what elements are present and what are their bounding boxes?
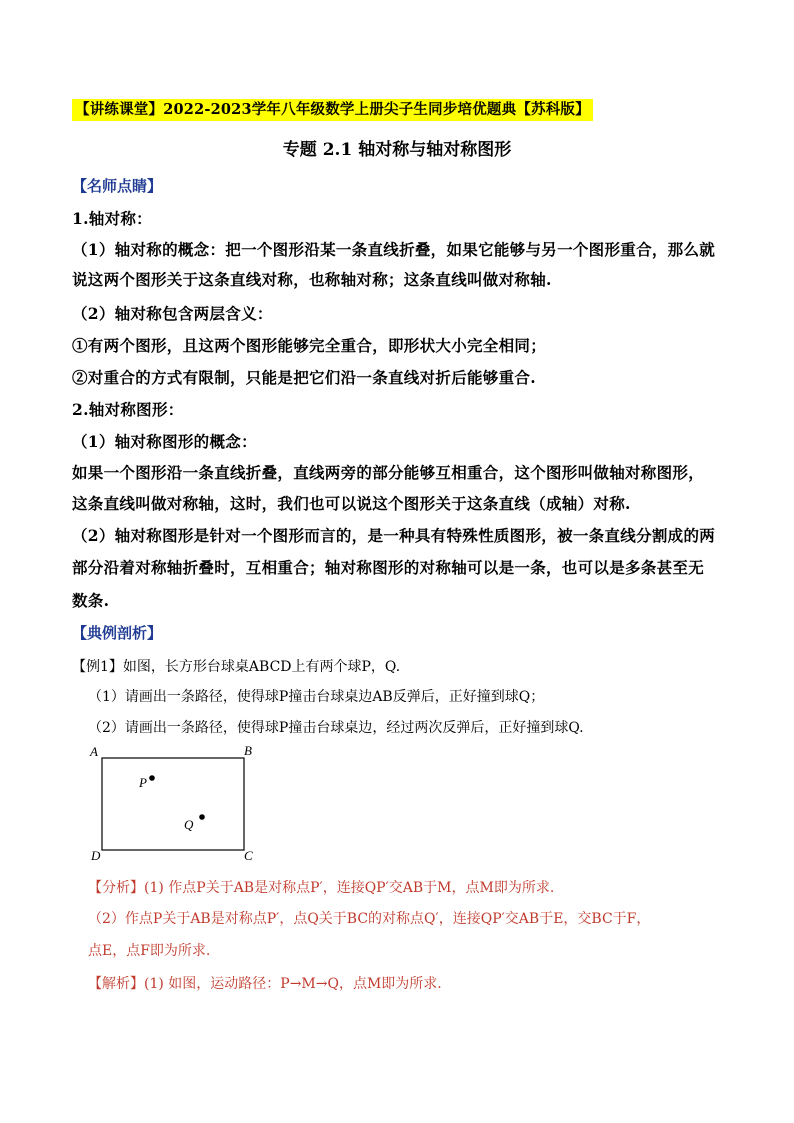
section-header-key-points: 【名师点睛】 — [72, 177, 163, 195]
billiard-table-figure — [88, 743, 263, 865]
paragraph-line: （2）轴对称包含两层含义： — [72, 304, 273, 323]
paragraph-line: 说这两个图形关于这条直线对称，也称轴对称；这条直线叫做对称轴. — [72, 270, 552, 289]
solution-line: 【解析】(1) 如图，运动路径：P→M→Q，点M即为所求. — [88, 976, 442, 992]
label-d: D — [91, 848, 101, 863]
section-header-examples: 【典例剖析】 — [72, 624, 163, 642]
paragraph-line: 这条直线叫做对称轴，这时，我们也可以说这个图形关于这条直线（成轴）对称. — [72, 494, 631, 513]
label-a: A — [90, 744, 98, 759]
question-2: （2）请画出一条路径，使得球P撞击台球桌边，经过两次反弹后，正好撞到球Q. — [88, 720, 584, 736]
paragraph-line: ①有两个图形，且这两个图形能够完全重合，即形状大小完全相同； — [72, 336, 547, 355]
analysis-line: 点E，点F即为所求. — [88, 943, 211, 959]
paragraph-line: （1）轴对称的概念：把一个图形沿某一条直线折叠，如果它能够与另一个图形重合，那么就 — [72, 240, 716, 259]
label-q: Q — [184, 817, 194, 832]
label-b: B — [244, 743, 252, 758]
document-banner: 【讲练课堂】2022-2023学年八年级数学上册尖子生同步培优题典【苏科版】 — [72, 99, 593, 121]
analysis-line: 【分析】(1) 作点P关于AB是对称点P′，连接QP′交AB于M，点M即为所求. — [88, 880, 555, 896]
page-title: 专题 2.1 轴对称与轴对称图形 — [282, 140, 512, 160]
paragraph-line: 数条. — [72, 591, 110, 610]
analysis-line: （2）作点P关于AB是对称点P′，点Q关于BC的对称点Q′，连接QP′交AB于E，交BC于F， — [88, 911, 651, 927]
paragraph-line: （2）轴对称图形是针对一个图形而言的，是一种具有特殊性质图形，被一条直线分割成的两 — [72, 526, 716, 545]
question-1: （1）请画出一条路径，使得球P撞击台球桌边AB反弹后，正好撞到球Q； — [88, 689, 545, 705]
label-c: C — [244, 848, 253, 863]
label-p: P — [139, 775, 147, 790]
paragraph-line: 如果一个图形沿一条直线折叠，直线两旁的部分能够互相重合，这个图形叫做轴对称图形， — [72, 463, 705, 482]
ball-q — [199, 814, 205, 820]
table-rectangle — [102, 758, 244, 850]
paragraph-line: ②对重合的方式有限制，只能是把它们沿一条直线对折后能够重合. — [72, 368, 536, 387]
ball-p — [149, 775, 155, 781]
example-statement: 【例1】如图，长方形台球桌ABCD上有两个球P，Q. — [72, 659, 401, 675]
paragraph-line: 部分沿着对称轴折叠时，互相重合；轴对称图形的对称轴可以是一条，也可以是多条甚至无 — [72, 558, 705, 577]
paragraph-line: 1.轴对称： — [72, 209, 152, 228]
paragraph-line: 2.轴对称图形： — [72, 400, 184, 419]
paragraph-line: （1）轴对称图形的概念： — [72, 432, 257, 451]
